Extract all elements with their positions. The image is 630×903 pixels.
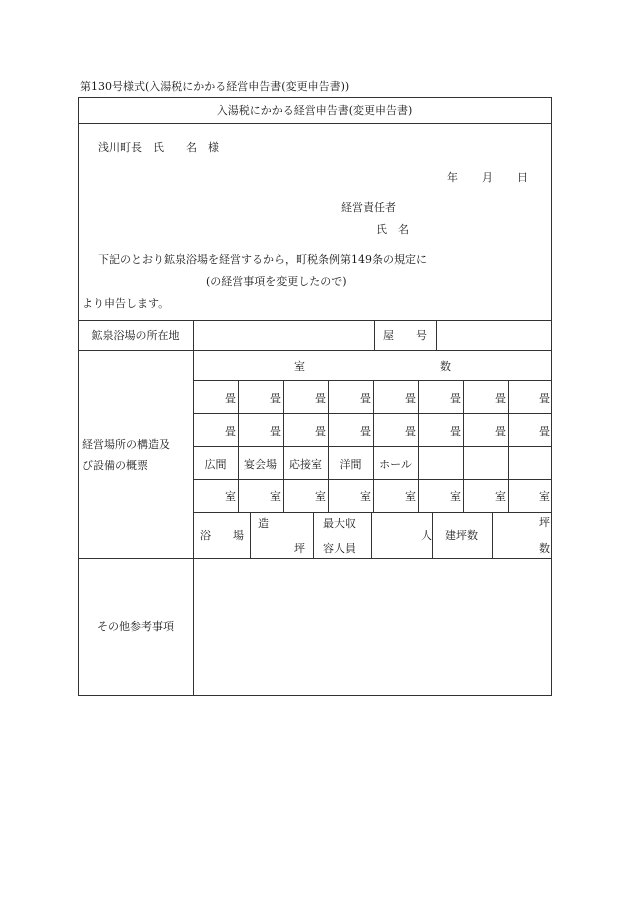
statement-line2: (の経営事項を変更したので) [206, 275, 347, 288]
frame-right [551, 97, 552, 696]
tatami-cell[interactable]: 畳 [539, 425, 550, 438]
facility-row4-bottom [193, 512, 551, 513]
tatami-cell[interactable]: 畳 [450, 425, 461, 438]
floor-area-unit-2[interactable]: 数 [539, 542, 550, 555]
bath-divider-1 [250, 512, 251, 558]
tatami-cell[interactable]: 畳 [539, 392, 550, 405]
facility-bottom [78, 558, 551, 559]
grid-col-5 [418, 380, 419, 512]
room-count-cell[interactable]: 室 [539, 490, 550, 503]
count-header: 数 [440, 360, 451, 373]
date-day[interactable]: 日 [517, 171, 528, 184]
manager-name-field[interactable]: 氏 名 [376, 223, 409, 236]
room-count-cell[interactable]: 室 [405, 490, 416, 503]
frame-top [78, 97, 551, 98]
tatami-cell[interactable]: 畳 [225, 425, 236, 438]
room-name-enkaijo: 宴会場 [244, 458, 277, 471]
room-count-cell[interactable]: 室 [360, 490, 371, 503]
notes-label: その他参考事項 [97, 620, 174, 633]
facility-row2-bottom [193, 446, 551, 447]
location-divider-2 [436, 320, 437, 350]
tatami-cell[interactable]: 畳 [270, 425, 281, 438]
facility-header-bottom [193, 380, 551, 381]
shop-name-label: 屋 号 [383, 329, 427, 342]
manager-label: 経営責任者 [341, 201, 396, 214]
statement-line3: より申告します。 [82, 297, 170, 310]
facility-label-line2: び設備の概票 [82, 459, 148, 472]
frame-bottom [78, 695, 551, 696]
tatami-cell[interactable]: 畳 [360, 425, 371, 438]
facility-label-line1: 経営場所の構造及 [82, 438, 170, 451]
grid-col-3 [328, 380, 329, 512]
tatami-cell[interactable]: 畳 [315, 392, 326, 405]
facility-row3-bottom [193, 479, 551, 480]
room-name-yoma: 洋間 [339, 458, 362, 471]
statement-divider [78, 320, 551, 321]
room-count-cell[interactable]: 室 [450, 490, 461, 503]
form-title: 入湯税にかかる経営申告書(変更申告書) [216, 104, 413, 117]
grid-col-7 [508, 380, 509, 512]
room-count-cell[interactable]: 室 [225, 490, 236, 503]
frame-left [78, 97, 79, 696]
tatami-cell[interactable]: 畳 [315, 425, 326, 438]
location-bottom [78, 350, 551, 351]
bath-divider-2 [313, 512, 314, 558]
form-number: 第130号様式(入湯税にかかる経営申告書(変更申告書)) [80, 80, 350, 93]
room-header: 室 [294, 360, 305, 373]
label-col-divider [193, 320, 194, 696]
title-divider [78, 123, 551, 124]
date-year[interactable]: 年 [447, 171, 458, 184]
person-unit[interactable]: 人 [421, 529, 432, 542]
room-name-hall: ホール [379, 458, 412, 471]
tatami-cell[interactable]: 畳 [270, 392, 281, 405]
construction-label[interactable]: 造 [258, 517, 269, 530]
capacity-label-line2: 容人員 [323, 542, 356, 555]
room-count-cell[interactable]: 室 [495, 490, 506, 503]
floor-area-label: 建坪数 [445, 529, 478, 542]
tatami-cell[interactable]: 畳 [495, 425, 506, 438]
room-count-cell[interactable]: 室 [270, 490, 281, 503]
bath-label: 浴 場 [200, 529, 244, 542]
bath-divider-5 [492, 512, 493, 558]
bath-divider-4 [432, 512, 433, 558]
tatami-cell[interactable]: 畳 [405, 392, 416, 405]
date-month[interactable]: 月 [482, 171, 493, 184]
tatami-cell[interactable]: 畳 [360, 392, 371, 405]
grid-col-2 [283, 380, 284, 512]
grid-col-1 [238, 380, 239, 512]
capacity-label-line1: 最大収 [323, 517, 356, 530]
statement-line1: 下記のとおり鉱泉浴場を経営するから，町税条例第149条の規定に [98, 253, 427, 266]
facility-row1-bottom [193, 413, 551, 414]
floor-area-unit-1[interactable]: 坪 [539, 516, 550, 529]
tatami-cell[interactable]: 畳 [450, 392, 461, 405]
tatami-cell[interactable]: 畳 [495, 392, 506, 405]
tsubo-unit[interactable]: 坪 [294, 542, 305, 555]
addressee: 浅川町長 氏 名 様 [98, 141, 219, 154]
room-count-cell[interactable]: 室 [315, 490, 326, 503]
grid-col-4 [373, 380, 374, 512]
room-name-hiroma: 広間 [204, 458, 227, 471]
tatami-cell[interactable]: 畳 [225, 392, 236, 405]
room-name-osetsushitsu: 応接室 [289, 458, 322, 471]
bath-divider-3 [371, 512, 372, 558]
location-label: 鉱泉浴場の所在地 [91, 329, 180, 342]
tatami-cell[interactable]: 畳 [405, 425, 416, 438]
grid-col-6 [463, 380, 464, 512]
